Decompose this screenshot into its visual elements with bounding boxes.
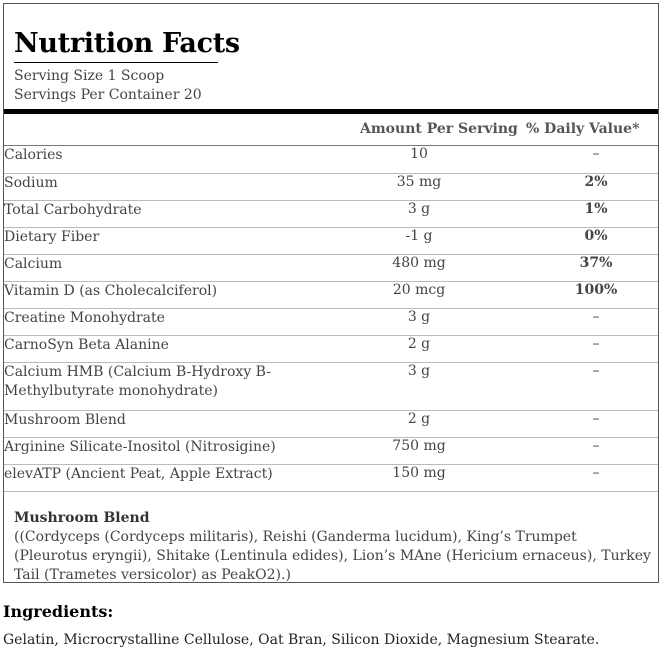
- label-title: Nutrition Facts: [14, 28, 240, 59]
- nutrient-name: Creatine Monohydrate: [4, 308, 304, 335]
- ingredients-text: Gelatin, Microcrystalline Cellulose, Oat Bran, Silicon Dioxide, Magnesium Stearate.: [3, 632, 600, 648]
- nutrient-row: [4, 362, 658, 410]
- nutrient-daily-value: –: [534, 362, 658, 410]
- nutrient-daily-value: –: [534, 437, 658, 464]
- nutrient-row: [4, 146, 658, 173]
- serving-size: Serving Size 1 Scoop: [14, 68, 165, 84]
- nutrient-daily-value: 0%: [534, 227, 658, 254]
- nutrient-row: [4, 464, 658, 491]
- header-amount-per-serving: Amount Per Serving: [360, 121, 518, 137]
- nutrient-amount: 10: [304, 146, 534, 173]
- thick-divider: [4, 109, 658, 114]
- nutrient-amount: 20 mcg: [304, 281, 534, 308]
- nutrient-name: Calcium: [4, 254, 304, 281]
- nutrient-name: elevATP (Ancient Peat, Apple Extract): [4, 464, 304, 491]
- header-daily-value: % Daily Value*: [526, 121, 640, 137]
- nutrient-name: CarnoSyn Beta Alanine: [4, 335, 304, 362]
- nutrient-row: [4, 308, 658, 335]
- nutrient-row: [4, 410, 658, 437]
- nutrient-daily-value: –: [534, 146, 658, 173]
- nutrient-row: [4, 335, 658, 362]
- nutrient-name: Vitamin D (as Cholecalciferol): [4, 281, 304, 308]
- nutrient-daily-value: 37%: [534, 254, 658, 281]
- nutrient-amount: -1 g: [304, 227, 534, 254]
- nutrient-amount: 35 mg: [304, 173, 534, 200]
- nutrient-amount: 150 mg: [304, 464, 534, 491]
- nutrient-daily-value: –: [534, 335, 658, 362]
- title-underline: [14, 62, 218, 63]
- nutrient-amount: 480 mg: [304, 254, 534, 281]
- nutrient-daily-value: –: [534, 410, 658, 437]
- nutrient-daily-value: 100%: [534, 281, 658, 308]
- nutrient-name: Total Carbohydrate: [4, 200, 304, 227]
- mushroom-blend-text: ((Cordyceps (Cordyceps militaris), Reishi (Ganderma lucidum), King’s Trumpet (Pleurotus eryngii), Shitake (Lentinula edides), Lion’s MAne (Hericium ernaceus), Turkey Tail (Trametes versicolor) as PeakO2).): [14, 529, 651, 583]
- nutrient-daily-value: –: [534, 308, 658, 335]
- nutrient-row: [4, 200, 658, 227]
- nutrition-facts-panel: [3, 3, 659, 583]
- nutrient-row: [4, 227, 658, 254]
- nutrient-name: Mushroom Blend: [4, 410, 304, 437]
- nutrient-amount: 2 g: [304, 335, 534, 362]
- ingredients-title: Ingredients:: [3, 602, 114, 621]
- nutrient-table: [4, 146, 658, 492]
- mushroom-blend-note: [14, 509, 654, 585]
- nutrient-name: Dietary Fiber: [4, 227, 304, 254]
- nutrient-amount: 3 g: [304, 308, 534, 335]
- nutrient-amount: 750 mg: [304, 437, 534, 464]
- nutrient-daily-value: 2%: [534, 173, 658, 200]
- nutrient-row: [4, 281, 658, 308]
- nutrient-name: Calories: [4, 146, 304, 173]
- nutrient-name: Sodium: [4, 173, 304, 200]
- nutrient-amount: 3 g: [304, 362, 534, 410]
- nutrient-daily-value: –: [534, 464, 658, 491]
- mushroom-blend-title: Mushroom Blend: [14, 510, 150, 526]
- nutrient-name: Calcium HMB (Calcium B-Hydroxy B-Methylbutyrate monohydrate): [4, 362, 304, 410]
- nutrient-name: Arginine Silicate-Inositol (Nitrosigine): [4, 437, 304, 464]
- nutrient-row: [4, 437, 658, 464]
- nutrient-daily-value: 1%: [534, 200, 658, 227]
- nutrient-row: [4, 173, 658, 200]
- servings-per-container: Servings Per Container 20: [14, 87, 202, 103]
- nutrient-row: [4, 254, 658, 281]
- nutrient-amount: 3 g: [304, 200, 534, 227]
- nutrient-amount: 2 g: [304, 410, 534, 437]
